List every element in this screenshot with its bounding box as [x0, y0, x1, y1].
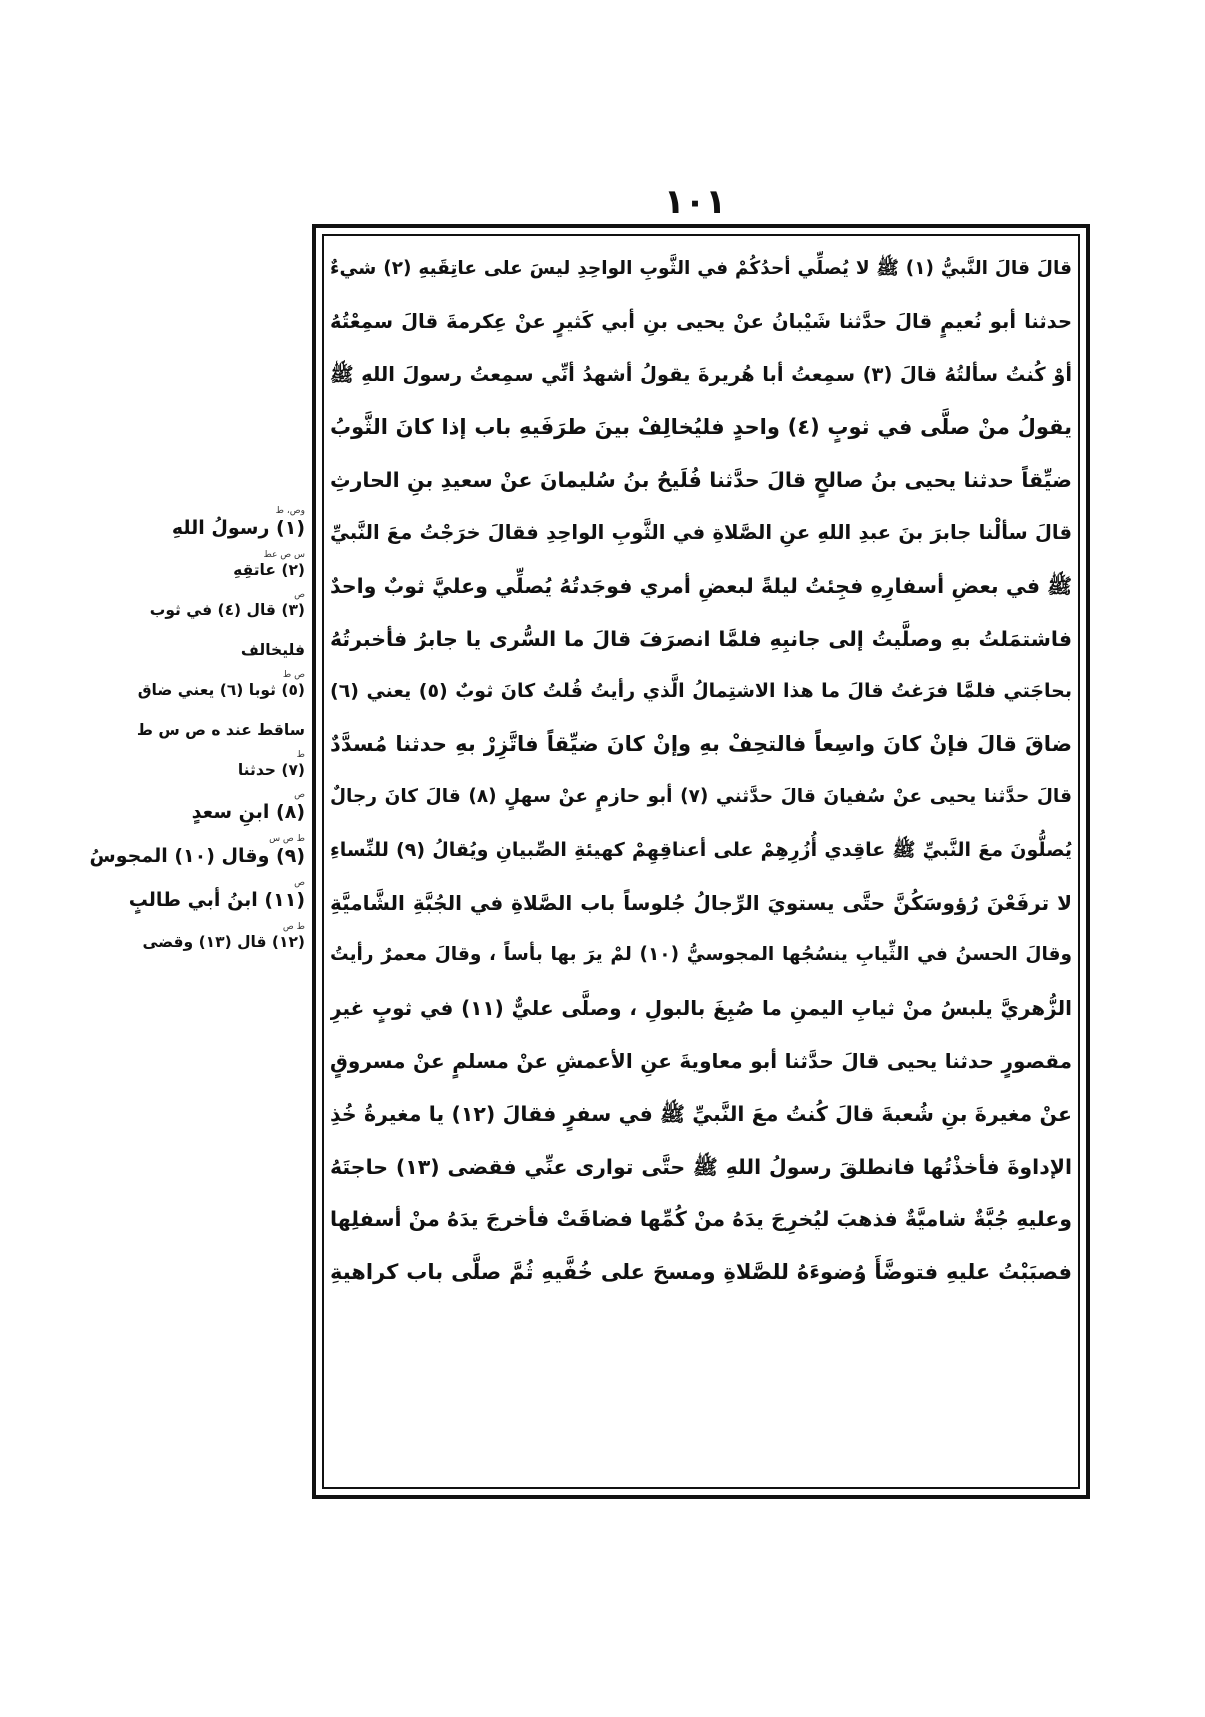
- margin-note: (٨) ابنِ سعدٍ: [191, 801, 305, 823]
- text-line: بحاجَتي فلمَّا فرَغتُ قالَ ما هذا الاشتِمالُ الَّذي رأيتُ قُلتُ كانَ ثوبٌ (٥) يعني (٦): [330, 680, 1072, 703]
- text-line: مقصورٍ حدثنا يحيى قالَ حدَّثنا أبو معاويةَ عنِ الأعمشِ عنْ مسلمٍ عنْ مسروقٍ: [330, 1048, 1072, 1073]
- text-line: قالَ سألْنا جابرَ بنَ عبدِ اللهِ عنِ الصَّلاةِ في الثَّوبِ الواحِدِ فقالَ خرَجْتُ معَ النَّبيِّ: [330, 520, 1072, 544]
- margin-note-mark: ط ص: [282, 922, 305, 932]
- margin-note: (٩) وقال (١٠) المجوسُ: [89, 845, 305, 867]
- margin-note-mark: وص، ط: [275, 506, 305, 516]
- margin-note-mark: [115, 709, 305, 721]
- margin-notes: [89, 505, 305, 961]
- margin-note-mark: ص: [294, 878, 305, 888]
- text-line: وقالَ الحسنُ في الثِّيابِ ينسُجُها المجوسيُّ (١٠) لمْ يرَ بها بأساً ، وقالَ معمرٌ رأيتُ: [330, 944, 1072, 966]
- margin-note-mark: ص ط: [282, 670, 305, 680]
- text-line: أوْ كُنتُ سألتُهُ قالَ (٣) سمِعتُ أبا هُريرةَ يقولُ أشهدُ أنِّي سمِعتُ رسولَ اللهِ ﷺ: [330, 362, 1072, 386]
- margin-note: (٢) عاتقِهِ: [233, 561, 305, 579]
- margin-note-mark: ص: [294, 790, 305, 800]
- text-line: ﷺ في بعضِ أسفارِهِ فجِئتُ ليلةً لبعضِ أمري فوجَدتُهُ يُصلِّي وعليَّ ثوبٌ واحدٌ: [330, 573, 1072, 598]
- text-line: الزُّهريَّ يلبسُ منْ ثيابِ اليمنِ ما صُبِغَ بالبولِ ، وصلَّى عليٌّ (١١) في ثوبٍ غيرِ: [330, 996, 1072, 1021]
- margin-note: فليخالف: [240, 641, 305, 659]
- text-line: ضيِّقاً حدثنا يحيى بنُ صالحٍ قالَ حدَّثنا فُلَيحُ بنُ سُليمانَ عنْ سعيدِ بنِ الحارثِ: [330, 468, 1072, 493]
- text-line: يقولُ منْ صلَّى في ثوبٍ (٤) واحدٍ فليُخالِفْ بينَ طرَفَيهِ باب إذا كانَ الثَّوبُ: [330, 415, 1072, 440]
- margin-note: (١) رسولُ اللهِ: [171, 517, 305, 539]
- text-line: فاشتمَلتُ بهِ وصلَّيتُ إلى جانبِهِ فلمَّا انصرَفَ قالَ ما السُّرى يا جابرُ فأخبرتُهُ: [330, 626, 1072, 651]
- text-line: حدثنا أبو نُعيمٍ قالَ حدَّثنا شَيْبانُ عنْ يحيى بنِ أبي كَثيرٍ عنْ عِكرمةَ قالَ سمِعْتُهُ: [330, 309, 1072, 333]
- margin-note: (٥) ثوبا (٦) يعني ضاق: [137, 681, 305, 699]
- text-line: لا ترفَعْنَ رُؤوسَكُنَّ حتَّى يستويَ الرِّجالُ جُلوساً باب الصَّلاةِ في الجُبَّةِ الشَّاميَّةِ: [330, 890, 1072, 915]
- margin-note-mark: ص: [294, 590, 305, 600]
- margin-note-mark: ط ص س: [269, 834, 305, 844]
- margin-note: (٧) حدثنا: [237, 761, 305, 779]
- margin-note: ساقط عند ه ص س ط: [136, 721, 305, 739]
- margin-note-mark: [115, 629, 305, 641]
- margin-note: (١١) ابنُ أبي طالبٍ: [128, 889, 305, 911]
- text-line: وعليهِ جُبَّةٌ شاميَّةٌ فذهبَ ليُخرِجَ يدَهُ منْ كُمِّها فضاقَتْ فأخرجَ يدَهُ منْ أسفلِها: [330, 1207, 1072, 1232]
- text-line: ضاقَ قالَ فإنْ كانَ واسِعاً فالتحِفْ بهِ وإنْ كانَ ضيِّقاً فاتَّزِرْ بهِ حدثنا مُسدَّدٌ: [330, 732, 1072, 757]
- main-text-block: [330, 243, 1072, 1299]
- page-number: ١٠١: [663, 182, 727, 222]
- text-line: عنْ مغيرةَ بنِ شُعبةَ قالَ كُنتُ معَ النَّبيِّ ﷺ في سفرٍ فقالَ (١٢) يا مغيرةُ خُذِ: [330, 1101, 1072, 1126]
- text-line: يُصلُّونَ معَ النَّبيِّ ﷺ عاقِدي أُزُرِهِمْ على أعناقِهِمْ كهيئةِ الصِّبيانِ ويُقالُ (٩) للنِّساءِ: [330, 838, 1072, 861]
- text-line: قالَ قالَ النَّبيُّ (١) ﷺ لا يُصلِّي أحدُكُمْ في الثَّوبِ الواحِدِ ليسَ على عاتِقَيهِ (٢) شيءٌ: [330, 258, 1072, 279]
- text-line: الإداوةَ فأخذْتُها فانطلقَ رسولُ اللهِ ﷺ حتَّى توارى عنِّي فقضى (١٣) حاجتَهُ: [330, 1154, 1072, 1179]
- text-line: فصبَبْتُ عليهِ فتوضَّأَ وُضوءَهُ للصَّلاةِ ومسحَ على خُفَّيهِ ثُمَّ صلَّى باب كراهيةِ: [330, 1260, 1072, 1285]
- margin-note-mark: ط: [296, 750, 305, 760]
- text-line: قالَ حدَّثنا يحيى عنْ سُفيانَ قالَ حدَّثني (٧) أبو حازمٍ عنْ سهلٍ (٨) قالَ كانَ رجالٌ: [330, 785, 1072, 807]
- margin-note: (٣) قال (٤) في ثوب: [149, 601, 305, 619]
- margin-note-mark: س ص عط: [263, 550, 305, 560]
- margin-note: (١٢) قال (١٣) وقضى: [142, 933, 305, 951]
